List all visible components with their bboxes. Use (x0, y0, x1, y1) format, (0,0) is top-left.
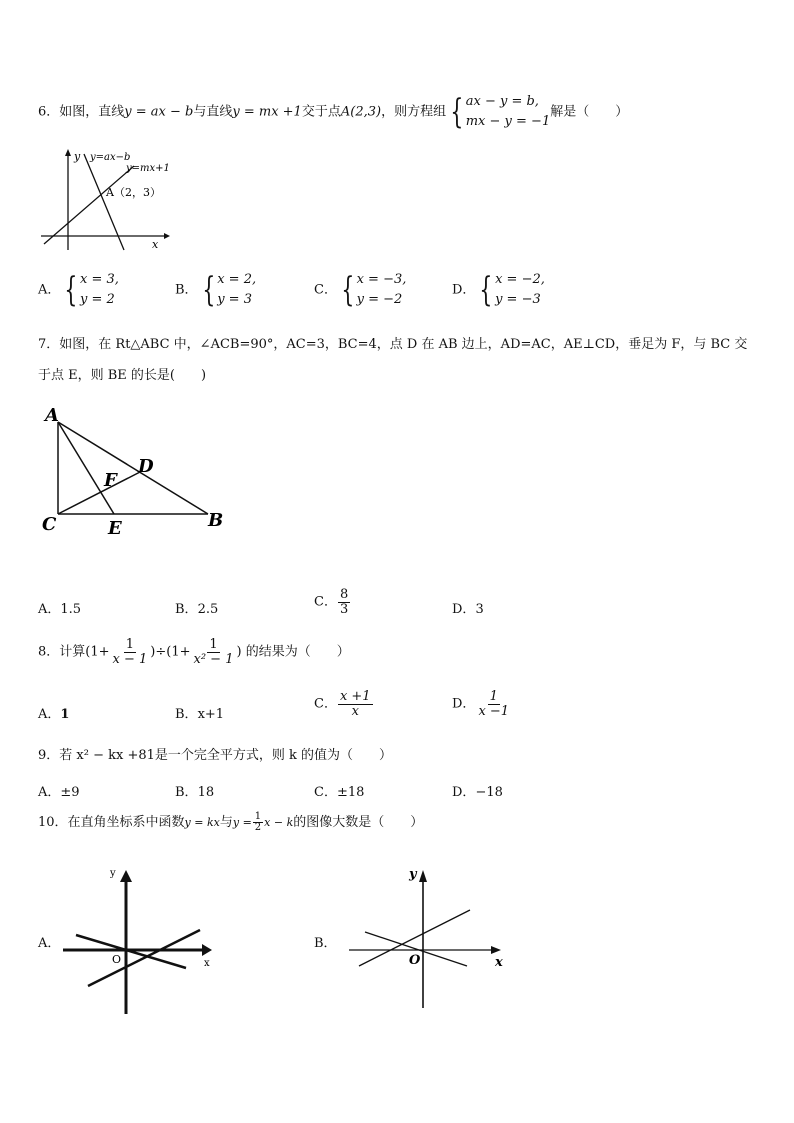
q6-line2: y = mx +1 (232, 104, 302, 120)
q10a-origin: O (112, 953, 122, 966)
q6-figure (36, 146, 176, 254)
q6-option-c[interactable]: C． { x = −3, y = −2 (314, 270, 407, 311)
q6-number: 6． (38, 104, 60, 120)
q6-line1: y = ax − b (124, 104, 194, 120)
q6-text-a: 如图，直线 (59, 104, 125, 120)
q7-label-c: C (42, 514, 57, 535)
q10b-origin: O (409, 953, 421, 968)
q6-fig-y: y (74, 150, 81, 163)
q6-text-d: ，则方程组 (381, 104, 447, 120)
q6-fig-x: x (152, 238, 159, 251)
q9-stem: 9．若 x² − kx +81是一个完全平方式，则 k 的值为（ ） (38, 748, 393, 763)
q6-fig-label1: y=ax−b (90, 152, 131, 163)
q7-option-d[interactable]: D．3 (452, 602, 484, 617)
q10-graph-b[interactable] (345, 860, 510, 1012)
q10-option-a[interactable]: A． (38, 936, 61, 951)
q6-sys-row2: mx − y = −1 (465, 114, 551, 130)
q7-label-a: A (45, 405, 59, 426)
q9-option-d[interactable]: D．−18 (452, 785, 503, 800)
q7-label-d: D (138, 456, 154, 477)
q8-option-a[interactable]: A．1 (38, 707, 70, 722)
q6-option-b[interactable]: B． { x = 2, y = 3 (175, 270, 257, 311)
q8-option-b[interactable]: B．x+1 (175, 707, 225, 722)
q7-figure (36, 400, 236, 540)
q6-sys-row1: ax − y = b, (465, 94, 539, 109)
q10a-y-label: y (110, 868, 116, 879)
q9-option-c[interactable]: C．±18 (314, 785, 365, 800)
q6-fig-label2: y=mx+1 (126, 163, 170, 174)
q7-stem-line1: 7．如图，在 Rt△ABC 中，∠ACB=90°，AC=3，BC=4，点 D 在 AB 边上，AD=AC，AE⊥CD，垂足为 F，与 BC 交 (38, 337, 748, 352)
q6-text-b: 与直线 (193, 104, 233, 120)
q6-fig-point: A（2，3） (106, 186, 161, 199)
q6-text-e: 解是（ ） (550, 104, 629, 120)
q10b-y-label: y (409, 867, 417, 882)
q7-option-a[interactable]: A．1.5 (38, 602, 82, 617)
q7-option-c[interactable]: C． $\frac{8}{3}$ (314, 587, 349, 617)
q7-option-b[interactable]: B．2.5 (175, 602, 219, 617)
q9-option-b[interactable]: B．18 (175, 785, 215, 800)
q8-stem: 8．计算(1+ $\frac{1}{x - 1}$ )÷(1+ $\frac{1}{\text{x² − 1}}$ ) 的结果为（ ） (38, 637, 350, 667)
q9-option-a[interactable]: A．±9 (38, 785, 80, 800)
q8-option-c[interactable]: C． $\frac{x +1}{x}$ (314, 689, 371, 719)
q6-option-a[interactable]: A． { x = 3, y = 2 (38, 270, 119, 311)
q6-equation-system: { ax − y = b, mx − y = −1 (450, 92, 551, 133)
q7-label-b: B (208, 510, 224, 531)
q7-label-e: E (108, 518, 122, 539)
q6-option-d[interactable]: D． { x = −2, y = −3 (452, 270, 545, 311)
q10-stem: 10．在直角坐标系中函数y = kx与y = $\frac{1}{2}$ x − k的图像大数是（ ） (38, 810, 424, 833)
q6-stem (38, 92, 628, 132)
q10b-x-label: x (495, 955, 503, 970)
q7-label-f: F (104, 470, 117, 491)
q6-point: A(2,3) (340, 104, 382, 120)
q10a-x-label: x (204, 958, 210, 969)
q10-graph-a[interactable] (58, 862, 223, 1020)
q7-stem-line2: 于点 E，则 BE 的长是( ) (38, 368, 207, 383)
q10-option-b[interactable]: B． (314, 936, 337, 951)
q8-option-d[interactable]: D． $\frac{1}{x -1}$ (452, 689, 510, 719)
q6-text-c: 交于点 (301, 104, 341, 120)
